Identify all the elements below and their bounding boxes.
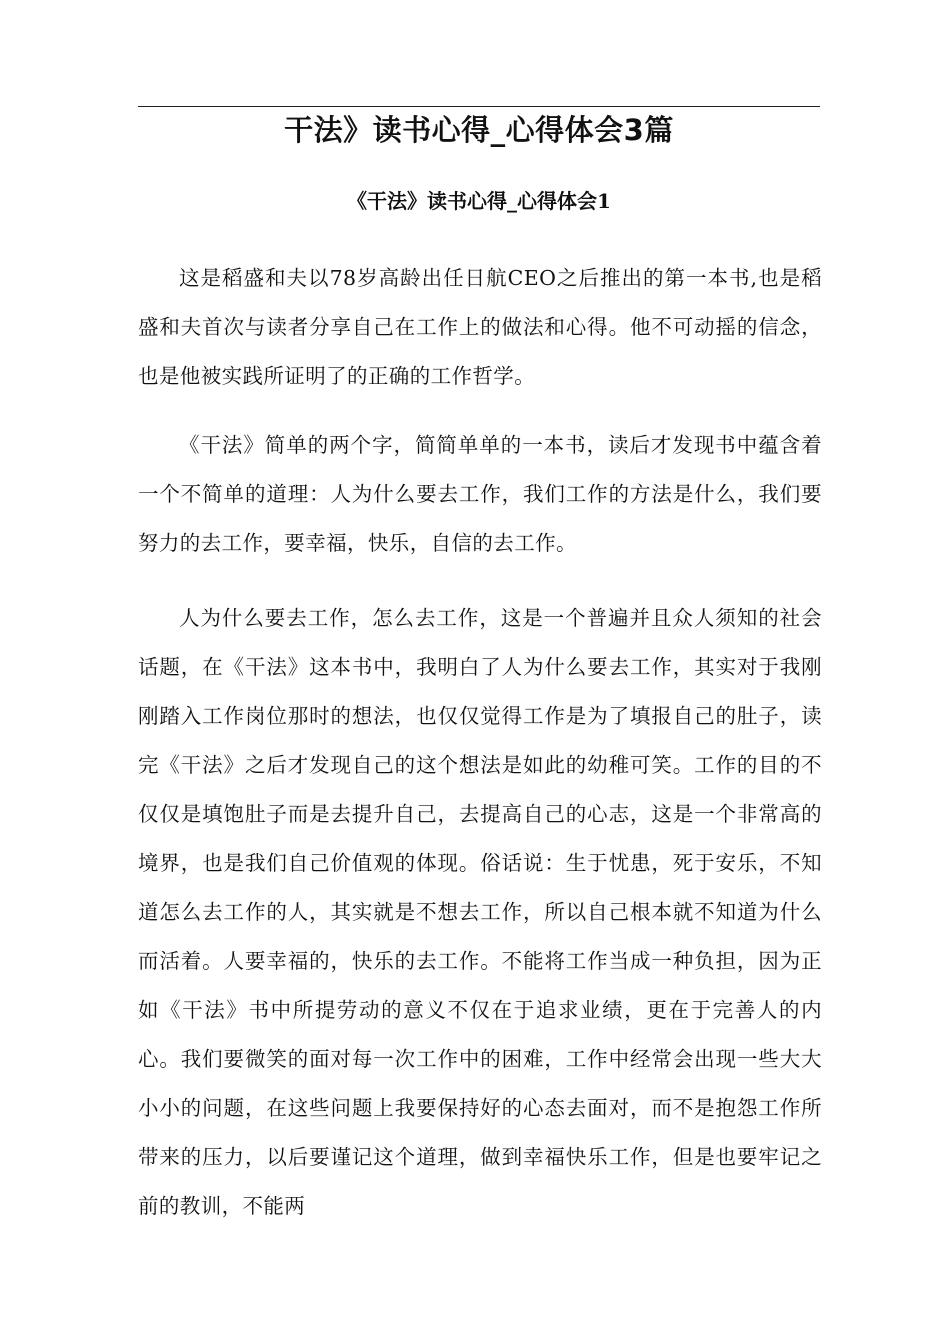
paragraph-3: 人为什么要去工作，怎么去工作，这是一个普遍并且众人须知的社会话题，在《干法》这本书中，我明白了人为什么要去工作，其实对于我刚刚踏入工作岗位那时的想法，也仅仅觉得工作是为了填报自己的肚子，读完《干法》之后才发现自己的这个想法是如此的幼稚可笑。工作的目的不仅仅是填饱肚子而是去提升自己，去提高自己的心志，这是一个非常高的境界，也是我们自己价值观的体现。俗话说：生于忧患，死于安乐，不知道怎么去工作的人，其实就是不想去工作，所以自己根本就不知道为什么而活着。人要幸福的，快乐的去工作。不能将工作当成一种负担，因为正如《干法》书中所提劳动的意义不仅在于追求业绩，更在于完善人的内心。我们要微笑的面对每一次工作中的困难，工作中经常会出现一些大大小小的问题，在这些问题上我要保持好的心态去面对，而不是抱怨工作所带来的压力，以后要谨记这个道理，做到幸福快乐工作，但是也要牢记之前的教训，不能两 <box>138 606 822 1218</box>
document-title: 干法》读书心得_心得体会3篇 <box>284 113 674 147</box>
header-rule <box>138 106 820 107</box>
section-title: 《干法》读书心得_心得体会1 <box>347 189 611 213</box>
paragraph-1: 这是稻盛和夫以78岁高龄出任日航CEO之后推出的第一本书,也是稻盛和夫首次与读者分享自己在工作上的做法和心得。他不可动摇的信念，也是他被实践所证明了的正确的工作哲学。 <box>138 266 822 388</box>
paragraph-2: 《干法》简单的两个字，简简单单的一本书，读后才发现书中蕴含着一个不简单的道理：人为什么要去工作，我们工作的方法是什么，我们要努力的去工作，要幸福，快乐，自信的去工作。 <box>138 433 822 555</box>
